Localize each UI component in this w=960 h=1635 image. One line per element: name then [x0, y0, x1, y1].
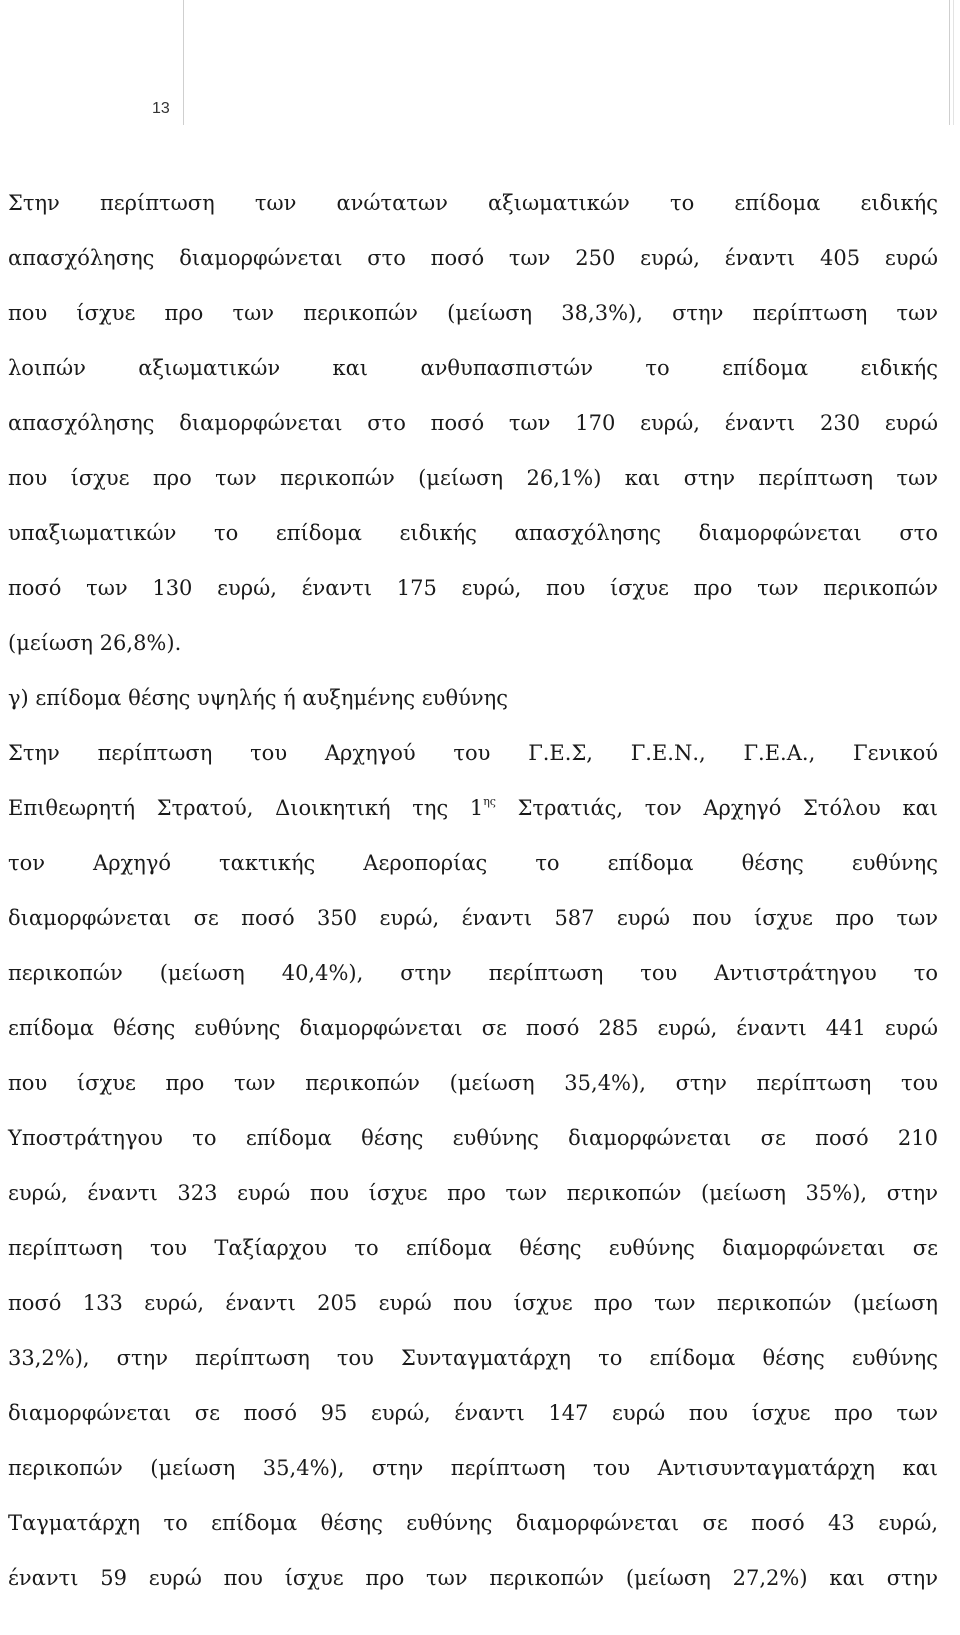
margin-rule-right: [949, 0, 950, 125]
paragraph-line: (μείωση 26,8%).: [8, 631, 182, 655]
paragraph-position-responsibility-allowance: [8, 726, 938, 1606]
paragraph-line: απασχόλησης διαμορφώνεται στο ποσό των 250 ευρώ, έναντι 405 ευρώ: [8, 246, 938, 270]
paragraph-special-employment-allowance: [8, 176, 938, 671]
paragraph-line: περικοπών (μείωση 40,4%), στην περίπτωση του Αντιστράτηγου το: [8, 961, 938, 985]
paragraph-line: έναντι 59 ευρώ που ίσχυε προ των περικοπών (μείωση 27,2%) και στην: [8, 1566, 938, 1590]
margin-rule-left: [183, 0, 184, 125]
paragraph-line: που ίσχυε προ των περικοπών (μείωση 38,3%), στην περίπτωση των: [8, 301, 938, 325]
paragraph-line: λοιπών αξιωματικών και ανθυπασπιστών το επίδομα ειδικής: [8, 356, 938, 380]
paragraph-line: Υποστράτηγου το επίδομα θέσης ευθύνης διαμορφώνεται σε ποσό 210: [8, 1126, 938, 1150]
paragraph-line: περίπτωση του Ταξίαρχου το επίδομα θέσης ευθύνης διαμορφώνεται σε: [8, 1236, 938, 1260]
paragraph-line: που ίσχυε προ των περικοπών (μείωση 35,4%), στην περίπτωση του: [8, 1071, 938, 1095]
paragraph-line: ποσό 133 ευρώ, έναντι 205 ευρώ που ίσχυε προ των περικοπών (μείωση: [8, 1291, 938, 1315]
paragraph-line: επίδομα θέσης ευθύνης διαμορφώνεται σε ποσό 285 ευρώ, έναντι 441 ευρώ: [8, 1016, 938, 1040]
paragraph-line: υπαξιωματικών το επίδομα ειδικής απασχόλησης διαμορφώνεται στο: [8, 521, 938, 545]
line-text: Επιθεωρητή Στρατού, Διοικητική της 1: [8, 796, 484, 820]
section-heading: γ) επίδομα θέσης υψηλής ή αυξημένης ευθύνης: [8, 686, 508, 710]
paragraph-line: Στην περίπτωση των ανώτατων αξιωματικών το επίδομα ειδικής: [8, 191, 938, 215]
paragraph-line: 33,2%), στην περίπτωση του Συνταγματάρχη το επίδομα θέσης ευθύνης: [8, 1346, 938, 1370]
paragraph-line: Στην περίπτωση του Αρχηγού του Γ.Ε.Σ, Γ.Ε.Ν., Γ.Ε.Α., Γενικού: [8, 741, 938, 765]
paragraph-line: που ίσχυε προ των περικοπών (μείωση 26,1%) και στην περίπτωση των: [8, 466, 938, 490]
paragraph-line: διαμορφώνεται σε ποσό 95 ευρώ, έναντι 147 ευρώ που ίσχυε προ των: [8, 1401, 938, 1425]
page-number: 13: [152, 100, 170, 117]
paragraph-line: Ταγματάρχη το επίδομα θέσης ευθύνης διαμορφώνεται σε ποσό 43 ευρώ,: [8, 1511, 938, 1535]
paragraph-line: [8, 781, 938, 836]
ordinal-superscript: ης: [483, 795, 496, 808]
paragraph-line: περικοπών (μείωση 35,4%), στην περίπτωση του Αντισυνταγματάρχη και: [8, 1456, 938, 1480]
paragraph-line: τον Αρχηγό τακτικής Αεροπορίας το επίδομα θέσης ευθύνης: [8, 851, 938, 875]
margin-rule-right-outer: [953, 0, 954, 125]
paragraph-line: ευρώ, έναντι 323 ευρώ που ίσχυε προ των περικοπών (μείωση 35%), στην: [8, 1181, 938, 1205]
paragraph-line: απασχόλησης διαμορφώνεται στο ποσό των 170 ευρώ, έναντι 230 ευρώ: [8, 411, 938, 435]
paragraph-line: ποσό των 130 ευρώ, έναντι 175 ευρώ, που ίσχυε προ των περικοπών: [8, 576, 938, 600]
document-body: [8, 176, 938, 1606]
paragraph-line: διαμορφώνεται σε ποσό 350 ευρώ, έναντι 587 ευρώ που ίσχυε προ των: [8, 906, 938, 930]
line-text: Στρατιάς, τον Αρχηγό Στόλου και: [495, 796, 938, 820]
